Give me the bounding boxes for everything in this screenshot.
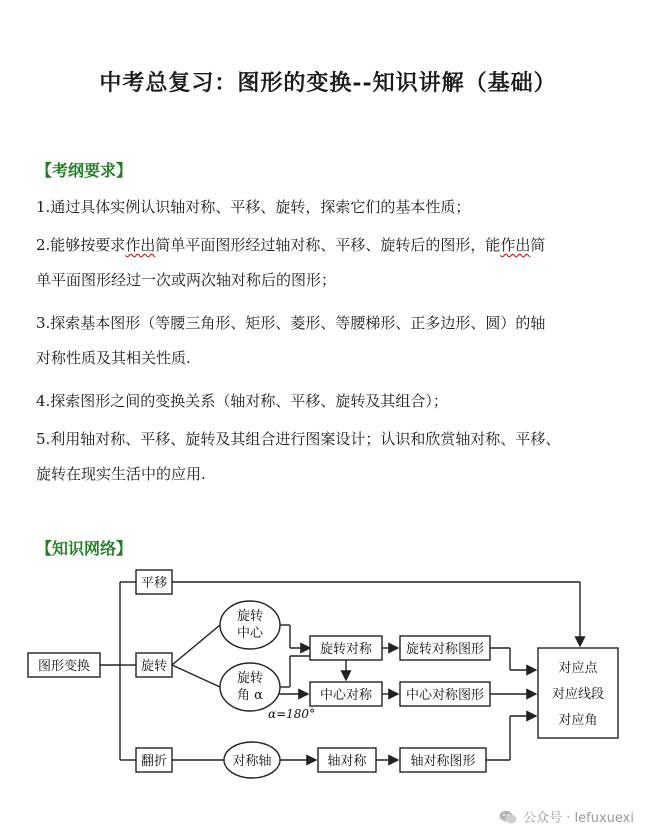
syllabus-heading: 【考纲要求】	[36, 161, 133, 180]
node-axial-sym: 轴对称	[327, 754, 367, 769]
watermark-text: 公众号 · lefuxuexi	[523, 811, 634, 826]
node-axial-sym-fig: 轴对称图形	[410, 754, 476, 769]
node-corr-segment: 对应线段	[551, 687, 605, 702]
page-title: 中考总复习：图形的变换--知识讲解（基础）	[99, 70, 557, 96]
syllabus-item-4: 4.探索图形之间的变换关系（轴对称、平移、旋转及其组合）；	[36, 392, 448, 410]
syllabus-item-3: 3.探索基本图形（等腰三角形、矩形、菱形、等腰梯形、正多边形、圆）的轴 对称性质及其相关性质.	[36, 314, 546, 367]
node-fold: 翻折	[140, 754, 168, 769]
node-corr-point: 对应点	[558, 661, 598, 676]
alpha-label: α=180°	[268, 707, 316, 721]
watermark	[499, 807, 634, 826]
syllabus-item-2: 2.能够按要求作出简单平面图形经过轴对称、平移、旋转后的图形，能作出简 单平面图形经过一次或两次轴对称后的图形；	[36, 236, 546, 289]
node-central-sym: 中心对称	[319, 688, 373, 703]
node-rot-sym: 旋转对称	[319, 642, 373, 657]
node-rotate: 旋转	[140, 659, 168, 674]
node-rot-sym-fig: 旋转对称图形	[405, 642, 485, 657]
node-center-l2: 中心	[236, 626, 264, 641]
knowledge-network-diagram	[20, 560, 640, 785]
node-center-l1: 旋转	[236, 609, 264, 624]
node-transform: 图形变换	[37, 659, 91, 674]
node-angle-l2: 角 α	[237, 688, 263, 703]
node-corr-angle: 对应角	[558, 713, 598, 728]
syllabus-item-5: 5.利用轴对称、平移、旋转及其组合进行图案设计；认识和欣赏轴对称、平移、 旋转在现实生活中的应用.	[36, 430, 561, 483]
wechat-icon	[499, 810, 517, 824]
node-central-sym-fig: 中心对称图形	[405, 688, 485, 703]
node-axis: 对称轴	[232, 754, 272, 769]
node-translate: 平移	[140, 576, 168, 591]
syllabus-item-1: 1.通过具体实例认识轴对称、平移、旋转，探索它们的基本性质；	[36, 198, 471, 216]
node-angle-l1: 旋转	[236, 671, 264, 686]
network-heading: 【知识网络】	[36, 539, 133, 558]
